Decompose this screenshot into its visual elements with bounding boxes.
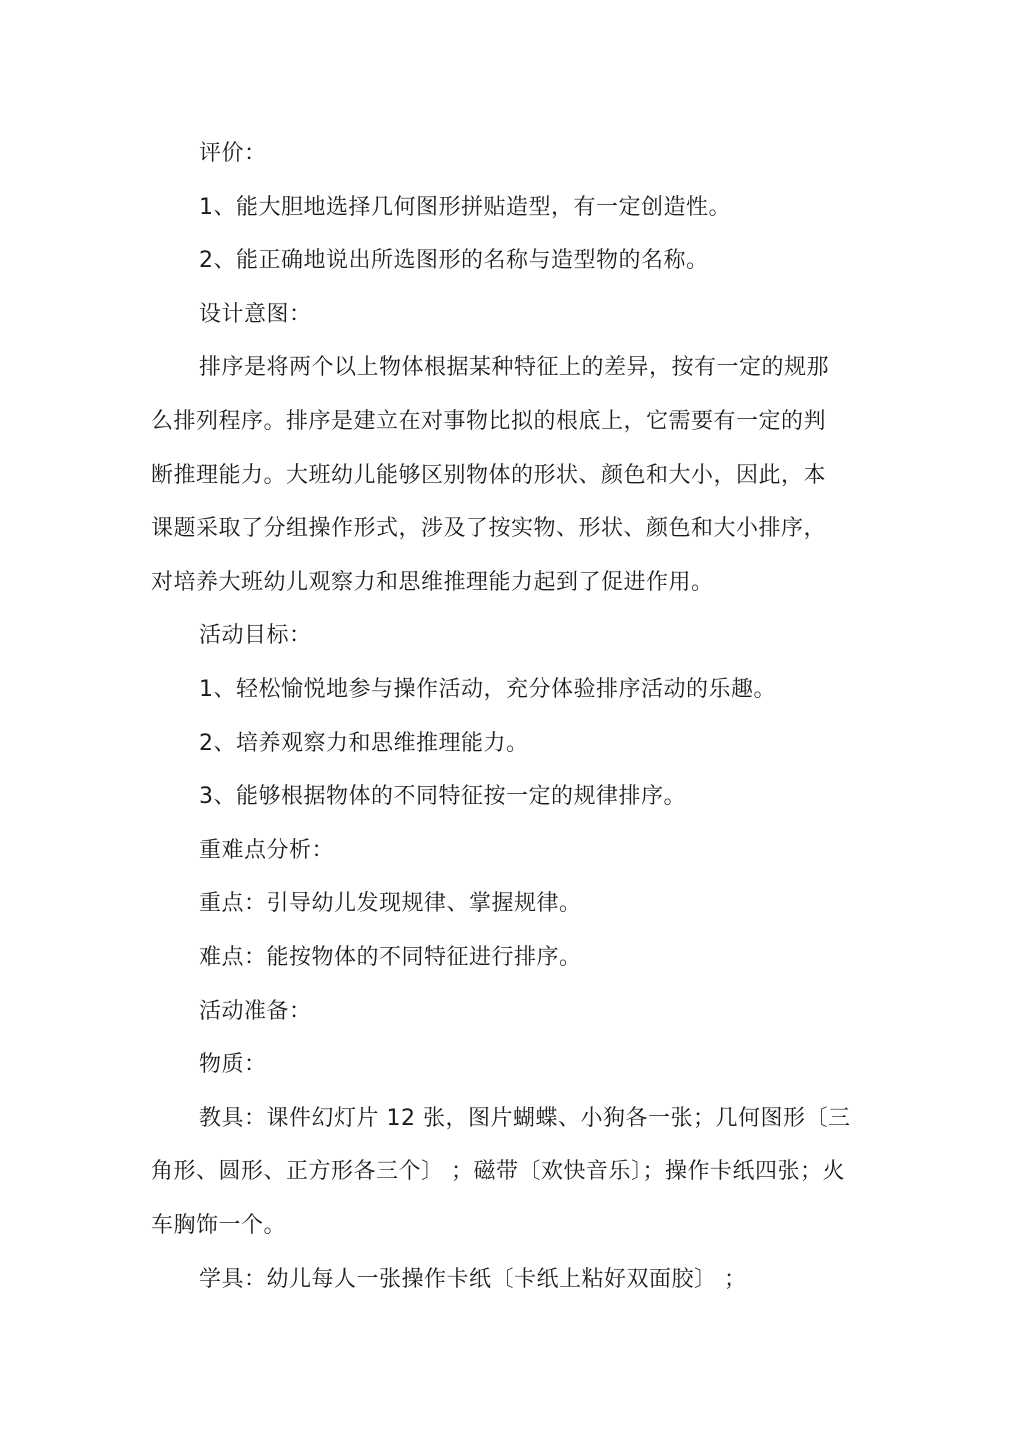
paragraph-line: 断推理能力。大班幼儿能够区别物体的形状、颜色和大小，因此，本	[151, 463, 827, 488]
heading-activity-preparation: 活动准备：	[199, 999, 312, 1024]
paragraph-line: 课题采取了分组操作形式，涉及了按实物、形状、颜色和大小排序，	[151, 516, 827, 541]
paragraph-line: 排序是将两个以上物体根据某种特征上的差异，按有一定的规那	[199, 355, 830, 380]
goal-item-3: 3、能够根据物体的不同特征按一定的规律排序。	[199, 784, 686, 809]
teaching-aids-line: 教具：课件幻灯片 12 张，图片蝴蝶、小狗各一张；几何图形〔三	[199, 1106, 851, 1131]
heading-evaluation: 评价：	[199, 141, 267, 166]
heading-activity-goals: 活动目标：	[199, 623, 312, 648]
heading-design-intent: 设计意图：	[199, 302, 312, 327]
learning-aids-line: 学具：幼儿每人一张操作卡纸〔卡纸上粘好双面胶〕 ；	[199, 1267, 747, 1292]
evaluation-item-1: 1、能大胆地选择几何图形拼贴造型，有一定创造性。	[199, 195, 731, 220]
evaluation-item-2: 2、能正确地说出所选图形的名称与造型物的名称。	[199, 248, 709, 273]
paragraph-line: 么排列程序。排序是建立在对事物比拟的根底上，它需要有一定的判	[151, 409, 827, 434]
goal-item-1: 1、轻松愉悦地参与操作活动，充分体验排序活动的乐趣。	[199, 677, 776, 702]
paragraph-line: 对培养大班幼儿观察力和思维推理能力起到了促进作用。	[151, 570, 714, 595]
heading-materials: 物质：	[199, 1052, 267, 1077]
teaching-aids-line: 角形、圆形、正方形各三个〕 ；磁带〔欢快音乐〕；操作卡纸四张；火	[151, 1159, 845, 1184]
teaching-aids-line: 车胸饰一个。	[151, 1213, 287, 1238]
difficult-point: 难点：能按物体的不同特征进行排序。	[199, 945, 582, 970]
heading-key-points: 重难点分析：	[199, 838, 335, 863]
goal-item-2: 2、培养观察力和思维推理能力。	[199, 731, 529, 756]
key-point: 重点：引导幼儿发现规律、掌握规律。	[199, 891, 582, 916]
